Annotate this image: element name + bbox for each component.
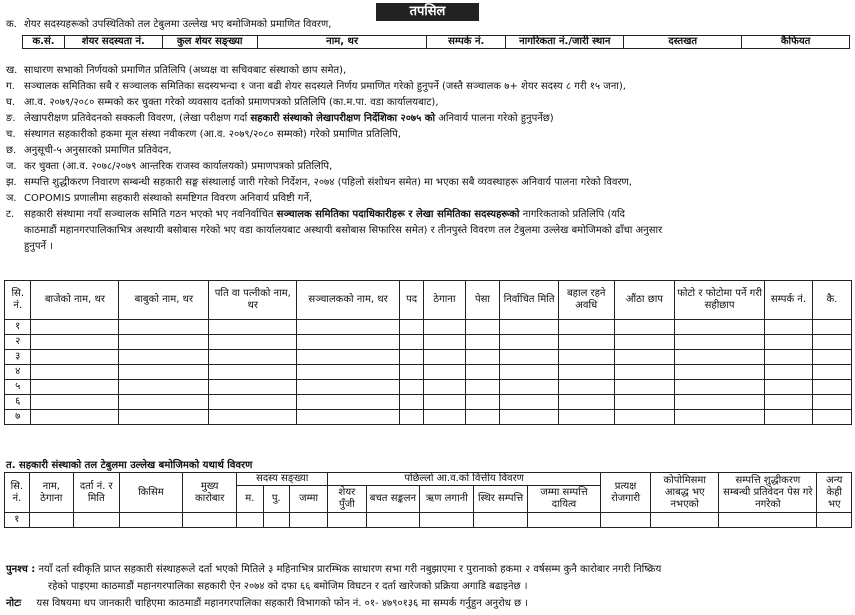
col-header: अन्य केही भए — [817, 473, 852, 513]
col-header: ठेगाना — [424, 281, 465, 320]
item-chha — [6, 144, 851, 157]
item-text: संस्थागत सहकारीको हकमा मूल संस्था नवीकरण (आ.व. २०७९/२०८० सम्मको) गरेको प्रमाणित प्रतिलिपि, — [24, 129, 401, 140]
item-marker: ञ. — [6, 193, 17, 204]
col-header: पति वा पत्नीको नाम, थर — [209, 281, 297, 320]
col-header: शेयर सदस्यता नं. — [65, 36, 162, 49]
col-header: प्रत्यक्ष रोजगारी — [600, 473, 650, 513]
item-text: हुनुपर्ने । — [24, 241, 54, 252]
postscript-line1 — [6, 563, 851, 576]
item-text: अनिवार्य पालना गरेको हुनुपर्नेछ) — [438, 113, 554, 124]
row-number: ५ — [5, 380, 31, 395]
col-header: निर्वाचित मिति — [500, 281, 558, 320]
item-text: कर चुक्ता (आ.व. २०७८/२०७९ आन्तरिक राजस्व कार्यालयको) प्रमाणपत्रको प्रतिलिपि, — [24, 161, 333, 172]
col-header: पद — [399, 281, 423, 320]
item-nya — [6, 192, 851, 205]
item-marker: छ. — [6, 145, 17, 156]
item-marker: ज. — [6, 161, 17, 172]
postscript-text: नयाँ दर्ता स्वीकृति प्राप्त सहकारी संस्थाहरूले दर्ता भएको मितिले ३ महिनाभित्र प्रारम्भिक साधारण सभा गरी नबुझाएमा र पुरानाको हकमा २ वर्षसम्म कुनै कारोबार नगरी निष्क्रिय — [38, 564, 662, 575]
col-header: पछिल्लो आ.व.को वित्तीय विवरण — [328, 473, 601, 486]
col-header: ऋण लगानी — [420, 486, 474, 513]
col-header: पेसा — [465, 281, 500, 320]
item-jha — [6, 176, 851, 189]
col-header: कोपोमिसमा आबद्ध भए नभएको — [651, 473, 719, 513]
table-row — [5, 350, 852, 365]
item-ta — [6, 208, 851, 221]
col-header: नागरिकता नं./जारी स्थान — [506, 36, 624, 49]
item-text: साधारण सभाको निर्णयको प्रमाणित प्रतिलिपि (अध्यक्ष वा सचिवबाट संस्थाको छाप समेत), — [24, 65, 347, 76]
col-header: सि. नं. — [5, 281, 31, 320]
row-number: ६ — [5, 395, 31, 410]
item-marker: घ. — [6, 97, 16, 108]
cooperative-details-table — [4, 472, 852, 528]
col-header: जम्मा सम्पत्ति दायित्व — [528, 486, 601, 513]
note-text: यस विषयमा थप जानकारी चाहिएमा काठमाडौं महानगरपालिका सहकारी विभागको फोन नं. ०१- ४७९०१३६ मा सम्पर्क गर्नुहुन अनुरोध छ । — [36, 598, 529, 609]
three-generation-table — [4, 280, 852, 425]
item-gha — [6, 96, 851, 109]
item-text: सहकारी संस्थामा नयाँ सञ्चालक समिति गठन भएको भए नवनिर्वाचित — [24, 209, 274, 220]
row-number: ७ — [5, 410, 31, 425]
postscript-line2 — [48, 580, 851, 593]
item-cha — [6, 128, 851, 141]
col-header: स्थिर सम्पत्ति — [474, 486, 528, 513]
col-header: सम्पर्क नं. — [765, 281, 813, 320]
row-number: २ — [5, 335, 31, 350]
note-label: नोटः — [6, 598, 22, 609]
col-header: कै. — [812, 281, 851, 320]
postscript-label: पुनश्च : — [6, 564, 36, 575]
item-ta-line2 — [6, 224, 851, 237]
col-header: औंठा छाप — [614, 281, 674, 320]
item-text: सञ्चालक समितिका सबै र सञ्चालक समितिका सदस्यभन्दा १ जना बढी शेयर सदस्यले निर्णय प्रमाणित गरेको हुनुपर्ने (जस्तै सञ्चालक ७+ शेयर सदस्य ८ गरी १५ जना), — [24, 81, 626, 92]
table-row — [5, 320, 852, 335]
item-text: COPOMIS प्रणालीमा सहकारी संस्थाको समष्टिगत विवरण अनिवार्य प्रविष्टी गर्ने, — [24, 193, 313, 204]
section-ta-heading: त. सहकारी संस्थाको तल टेबुलमा उल्लेख बमोजिमको यथार्थ विवरण — [6, 460, 253, 471]
table-header-row — [5, 473, 852, 486]
item-marker: ङ. — [6, 113, 16, 124]
table-header-row — [5, 281, 852, 320]
col-header: नाम, थर — [257, 36, 426, 49]
item-ta-line3 — [6, 240, 851, 253]
item-ja — [6, 160, 851, 173]
col-header: बाजेको नाम, थर — [31, 281, 119, 320]
col-header: सदस्य सङ्ख्या — [237, 473, 328, 486]
item-marker: ग. — [6, 81, 15, 92]
col-header: मुख्य कारोबार — [183, 473, 237, 513]
page-title: तपसिल — [376, 3, 480, 21]
item-marker: च. — [6, 129, 16, 140]
col-header: कुल शेयर सङ्ख्या — [162, 36, 257, 49]
item-ka — [6, 18, 851, 31]
table-row — [5, 410, 852, 425]
col-header: म. — [237, 486, 263, 513]
row-number: ४ — [5, 365, 31, 380]
item-text: नागरिकताको प्रतिलिपि (यदि — [522, 209, 625, 220]
item-text-bold: सहकारी संस्थाको लेखापरीक्षण निर्देशिका २०७५ को — [250, 113, 436, 124]
col-header: किसिम — [119, 473, 182, 513]
shareholder-attendance-table — [22, 35, 850, 49]
item-text-bold: सञ्चालक समितिका पदाधिकारीहरू र लेखा समितिका सदस्यहरूको — [276, 209, 520, 220]
col-header: पु. — [263, 486, 289, 513]
item-text: लेखापरीक्षण प्रतिवेदनको सक्कली विवरण, (लेखा परीक्षण गर्दा — [24, 113, 248, 124]
item-marker: ख. — [6, 65, 18, 76]
row-number: ३ — [5, 350, 31, 365]
col-header: बचत सङ्कलन — [366, 486, 420, 513]
col-header: कैफियत — [742, 36, 850, 49]
col-header: क.सं. — [23, 36, 65, 49]
item-text: सम्पत्ति शुद्धीकरण निवारण सम्बन्धी सहकारी सङ्घ संस्थालाई जारी गरेको निर्देशन, २०७४ (पहिलो संशोधन समेत) मा भएका सबै व्यवस्थाहरू अनिवार्य पालना गरेको विवरण, — [24, 177, 632, 188]
table-row — [5, 395, 852, 410]
col-header: सम्पत्ति शुद्धीकरण सम्बन्धी प्रतिवेदन पेस गरे नगरेको — [719, 473, 817, 513]
item-text: आ.व. २०७९/२०८० सम्मको कर चुक्ता गरेको व्यवसाय दर्ताको प्रमाणपत्रको प्रतिलिपि (का.म.पा. वडा कार्यालयबाट), — [24, 97, 439, 108]
col-header: जम्मा — [289, 486, 327, 513]
col-header: दर्ता नं. र मिति — [73, 473, 119, 513]
row-number: १ — [5, 513, 30, 528]
col-header: बहाल रहने अवधि — [558, 281, 614, 320]
item-nga — [6, 112, 851, 125]
col-header: शेयर पुँजी — [328, 486, 366, 513]
item-marker: ट. — [6, 209, 15, 220]
col-header: सम्पर्क नं. — [427, 36, 506, 49]
col-header: बाबुको नाम, थर — [119, 281, 209, 320]
col-header: नाम, ठेगाना — [29, 473, 73, 513]
table-row — [5, 335, 852, 350]
table-row — [5, 365, 852, 380]
col-header: फोटो र फोटोमा पर्ने गरी सहीछाप — [675, 281, 765, 320]
table-row — [5, 380, 852, 395]
postscript-text: रहेको पाइएमा काठमाडौं महानगरपालिका सहकारी ऐन २०७४ को दफा ६६ बमोजिम विघटन र दर्ता खारेजको प्रक्रिया अगाडि बढाइनेछ । — [48, 581, 528, 592]
item-text: शेयर सदस्यहरूको उपस्थितिको तल टेबुलमा उल्लेख भए बमोजिमको प्रमाणित विवरण, — [24, 19, 332, 30]
col-header: सञ्चालकको नाम, थर — [297, 281, 400, 320]
item-text: अनुसूची-५ अनुसारको प्रमाणित प्रतिवेदन, — [24, 145, 172, 156]
table-header-row — [23, 36, 850, 49]
item-marker: क. — [6, 19, 17, 30]
item-marker: झ. — [6, 177, 17, 188]
note-line — [6, 597, 851, 610]
col-header: दस्तखत — [624, 36, 742, 49]
title-bar — [0, 0, 855, 18]
row-number: १ — [5, 320, 31, 335]
item-kha — [6, 64, 851, 77]
table-row — [5, 513, 852, 528]
item-text: काठमाडौं महानगरपालिकाभित्र अस्थायी बसोबास गरेको भए वडा कार्यालयबाट अस्थायी बसोबास सिफारिस समेत) र तीनपुस्ते विवरण तल टेबुलमा उल्लेख बमोजिमको ढाँचा अनुसार — [24, 225, 663, 236]
col-header: सि. नं. — [5, 473, 30, 513]
item-ga — [6, 80, 851, 93]
